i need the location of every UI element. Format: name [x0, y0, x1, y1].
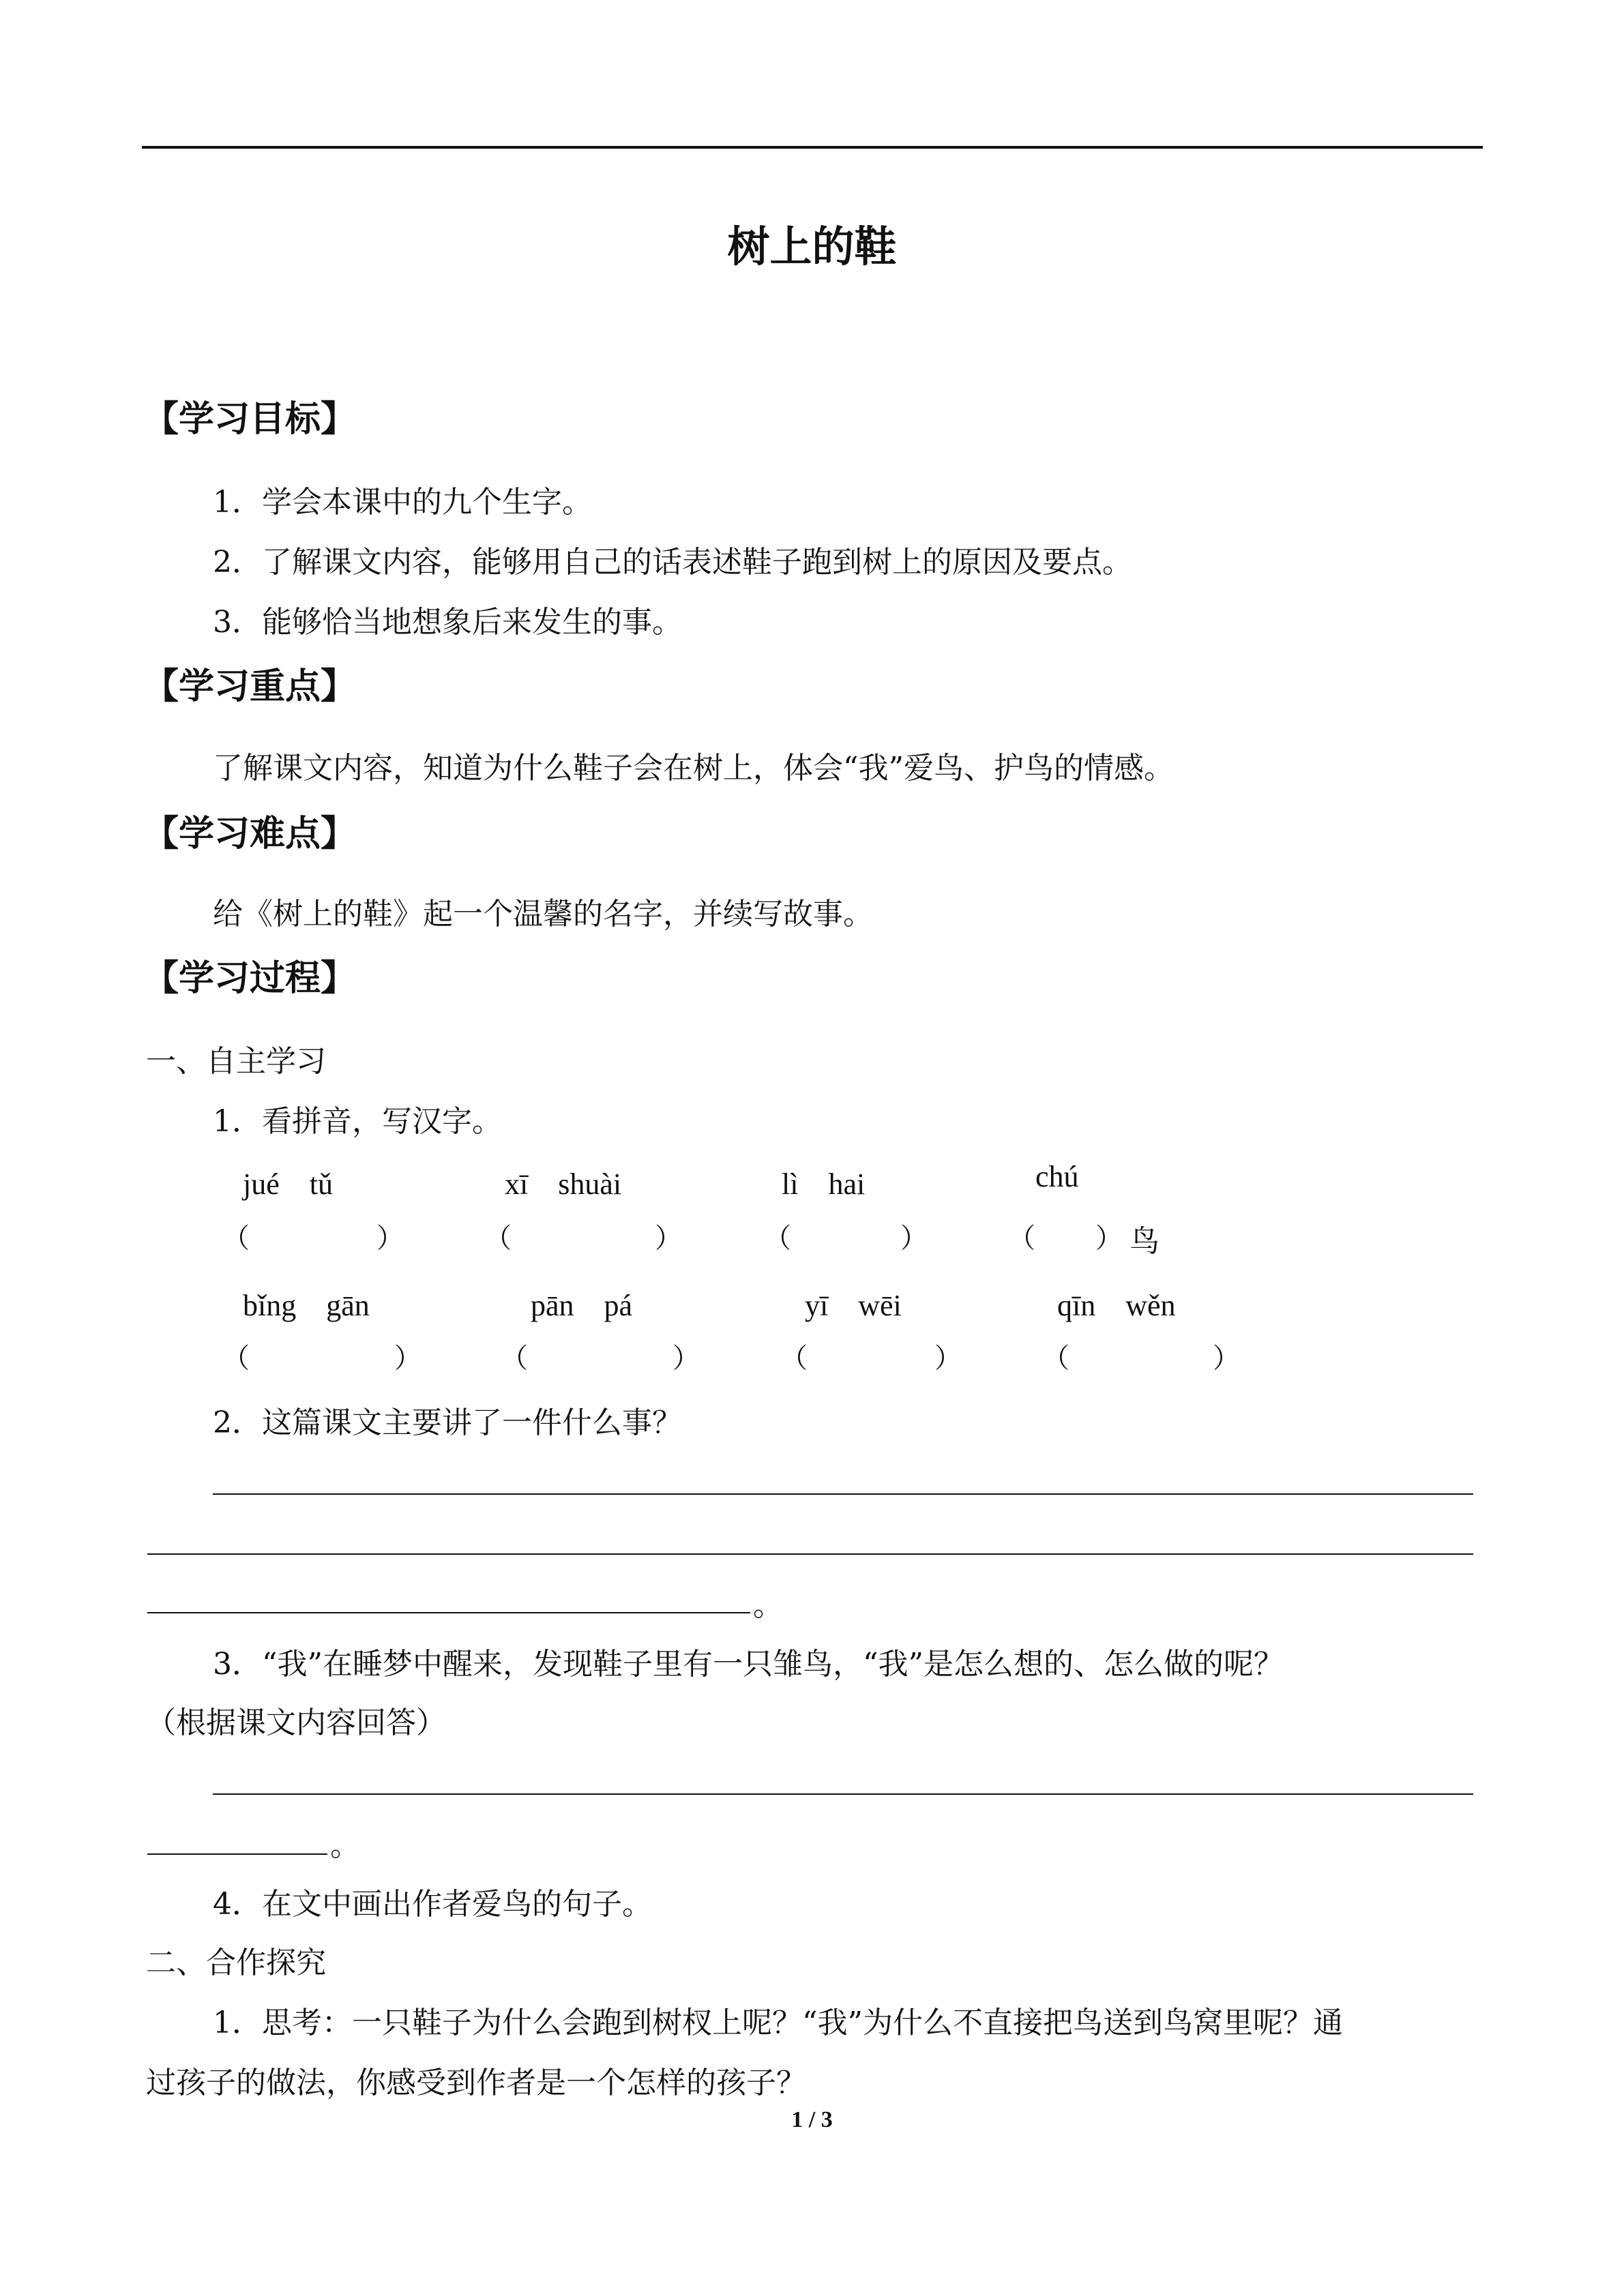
section-heading-goals: 【学习目标】 [143, 399, 357, 440]
answer-paren-close: ） [900, 1223, 928, 1254]
answer-line[interactable] [147, 1612, 750, 1613]
pinyin-item: lì hai [782, 1167, 866, 1201]
goal-item: 3．能够恰当地想象后来发生的事。 [213, 605, 682, 640]
answer-paren-close: ） [673, 1343, 700, 1374]
pinyin-item: bǐng gān [243, 1289, 370, 1322]
answer-paren-open: （ [484, 1223, 512, 1254]
pinyin-item: pān pá [531, 1289, 633, 1322]
pinyin-item: xī shuài [505, 1167, 622, 1201]
header-rule [142, 146, 1483, 149]
answer-paren-close: ） [377, 1223, 404, 1254]
difficulty-text: 给《树上的鞋》起一个温馨的名字，并续写故事。 [213, 897, 873, 931]
pinyin-item: chú [1035, 1160, 1079, 1193]
answer-paren-open: （ [1042, 1343, 1069, 1374]
part1-question-3-note: （根据课文内容回答） [146, 1705, 446, 1740]
answer-line[interactable] [213, 1493, 1473, 1495]
section-heading-key: 【学习重点】 [143, 666, 357, 707]
page-number: 1 / 3 [791, 2107, 833, 2132]
answer-paren-open: （ [222, 1223, 250, 1254]
pinyin-item: qīn wěn [1057, 1289, 1176, 1322]
page-title: 树上的鞋 [727, 222, 897, 271]
part1-question-4: 4．在文中画出作者爱鸟的句子。 [213, 1887, 652, 1922]
section-heading-difficulty: 【学习难点】 [143, 814, 357, 854]
goal-item: 1．学会本课中的九个生字。 [213, 485, 592, 520]
period-mark: 。 [330, 1828, 360, 1863]
bird-suffix: 鸟 [1130, 1224, 1160, 1259]
answer-paren-open: （ [1008, 1223, 1035, 1254]
part1-heading: 一、自主学习 [146, 1044, 326, 1079]
goal-item: 2．了解课文内容，能够用自己的话表述鞋子跑到树上的原因及要点。 [213, 545, 1132, 580]
answer-paren-close: ） [394, 1343, 422, 1374]
part2-question-1-cont: 过孩子的做法，你感受到作者是一个怎样的孩子？ [146, 2066, 806, 2100]
answer-paren-close: ） [1213, 1343, 1240, 1374]
answer-paren-open: （ [780, 1343, 808, 1374]
answer-paren-close: ） [655, 1223, 682, 1254]
answer-line[interactable] [213, 1793, 1473, 1795]
period-mark: 。 [753, 1588, 783, 1623]
pinyin-item: yī wēi [805, 1289, 902, 1322]
section-heading-process: 【学习过程】 [143, 958, 357, 999]
key-text: 了解课文内容，知道为什么鞋子会在树上，体会“我”爱鸟、护鸟的情感。 [213, 751, 1174, 786]
answer-paren-close: ） [934, 1343, 962, 1374]
answer-paren-open: （ [501, 1343, 528, 1374]
answer-paren-open: （ [764, 1223, 791, 1254]
pinyin-item: jué tǔ [243, 1167, 333, 1201]
part1-question-3: 3．“我”在睡梦中醒来，发现鞋子里有一只雏鸟，“我”是怎么想的、怎么做的呢？ [213, 1647, 1284, 1682]
part1-question-2: 2．这篇课文主要讲了一件什么事？ [213, 1405, 682, 1440]
part2-heading: 二、合作探究 [146, 1945, 326, 1980]
answer-paren-close: ） [1095, 1223, 1123, 1254]
answer-line[interactable] [147, 1553, 1473, 1555]
answer-paren-open: （ [222, 1343, 250, 1374]
part2-question-1: 1．思考：一只鞋子为什么会跑到树杈上呢？“我”为什么不直接把鸟送到鸟窝里呢？通 [213, 2006, 1343, 2040]
part1-question-1: 1．看拼音，写汉字。 [213, 1104, 502, 1139]
answer-line[interactable] [147, 1853, 327, 1855]
